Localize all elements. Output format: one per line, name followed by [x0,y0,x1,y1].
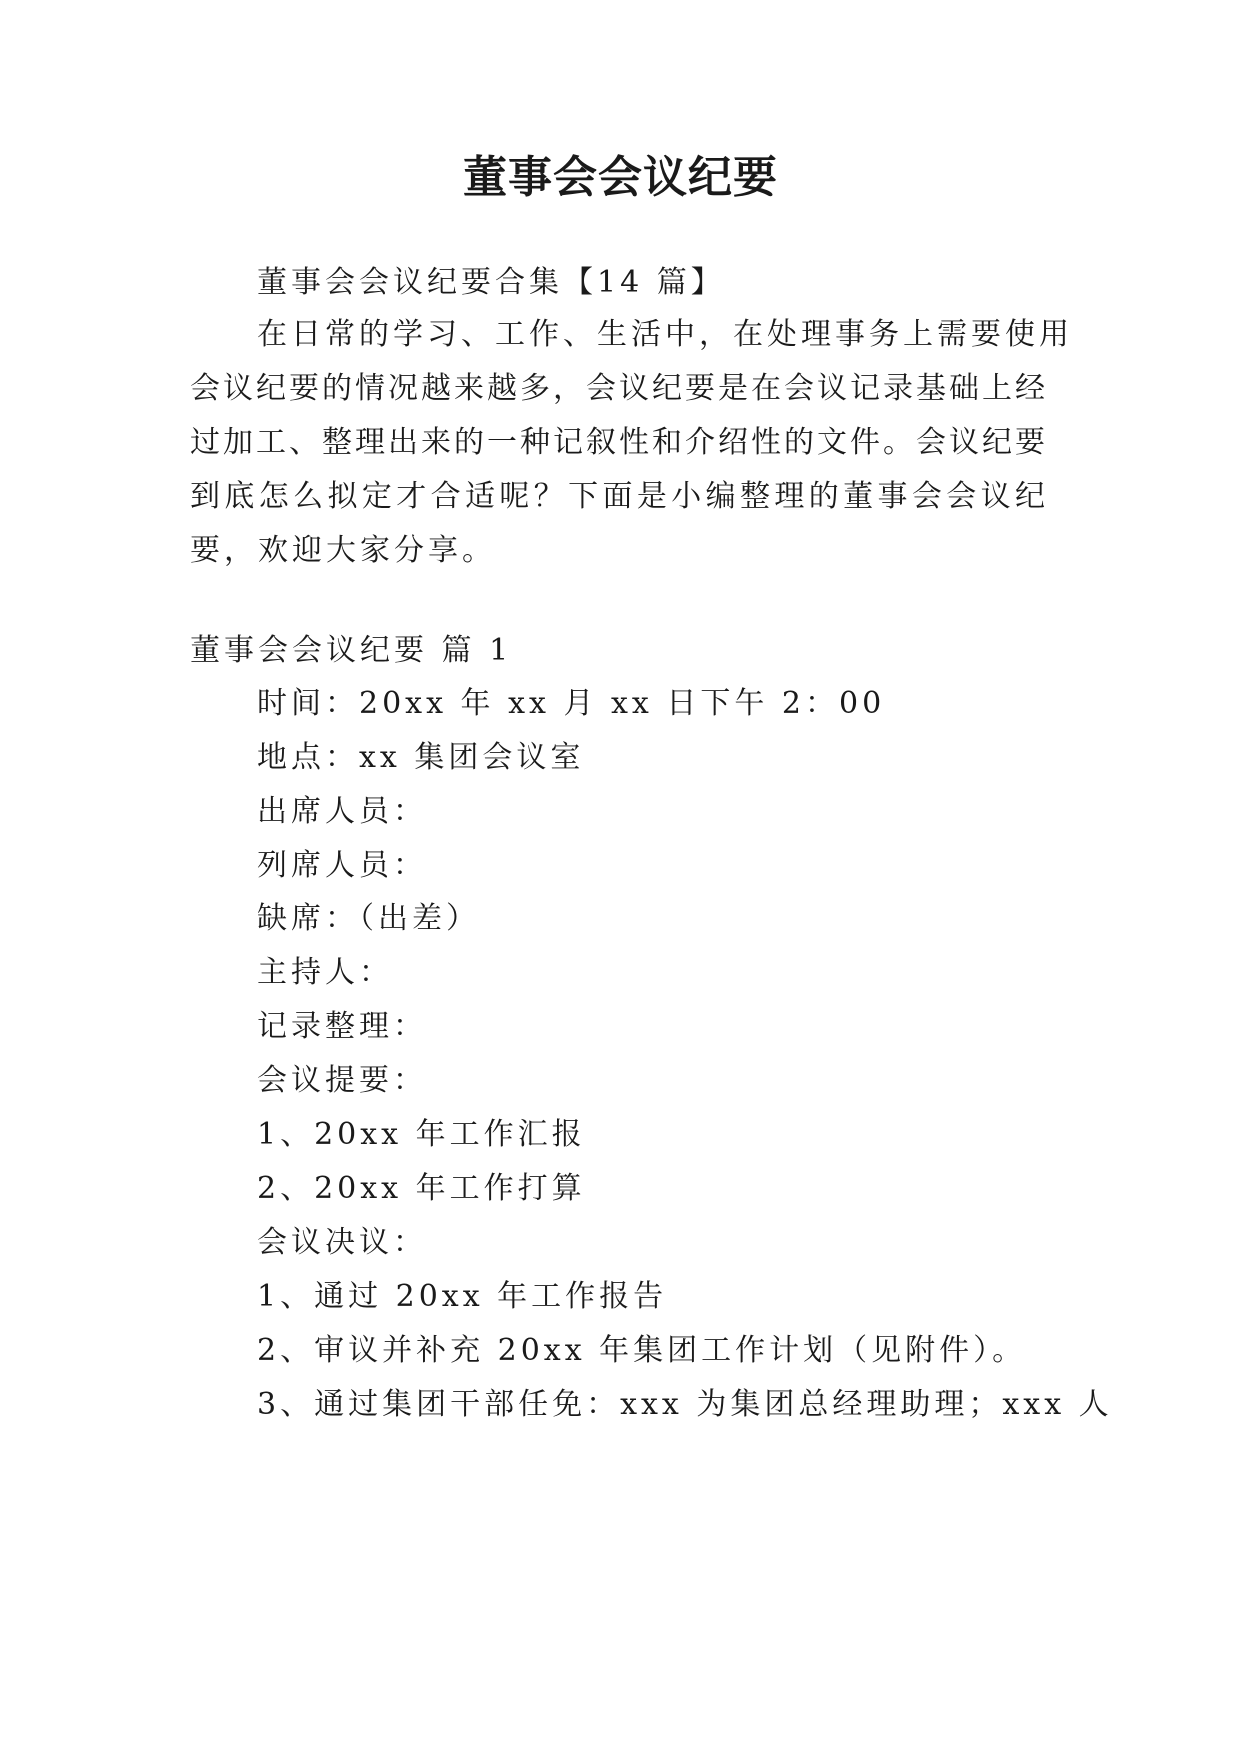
intro-line-4: 到底怎么拟定才合适呢？下面是小编整理的董事会会议纪 [190,479,1048,514]
resolution-item-3: 3、通过集团干部任免：xxx 为集团总经理助理；xxx 人 [257,1387,1113,1422]
field-attendees: 出席人员： [257,794,427,829]
document-subtitle: 董事会会议纪要合集【14 篇】 [257,265,725,300]
resolution-item-1: 1、通过 20xx 年工作报告 [257,1279,668,1314]
intro-line-2: 会议纪要的情况越来越多，会议纪要是在会议记录基础上经 [190,371,1048,406]
field-observers: 列席人员： [257,848,427,883]
intro-line-1: 在日常的学习、工作、生活中，在处理事务上需要使用 [257,317,1073,352]
field-agenda-heading: 会议提要： [257,1063,427,1098]
field-host: 主持人： [257,955,393,990]
intro-line-5: 要，欢迎大家分享。 [190,533,496,568]
agenda-item-2: 2、20xx 年工作打算 [257,1171,586,1206]
section-heading: 董事会会议纪要 篇 1 [190,633,513,668]
resolutions-heading: 会议决议： [257,1225,427,1260]
resolution-item-2: 2、审议并补充 20xx 年集团工作计划（见附件）。 [257,1333,1027,1368]
field-time: 时间：20xx 年 xx 月 xx 日下午 2：00 [257,686,886,721]
document-title: 董事会会议纪要 [463,152,778,203]
field-absent: 缺席：（出差） [257,901,480,936]
intro-line-3: 过加工、整理出来的一种记叙性和介绍性的文件。会议纪要 [190,425,1048,460]
field-recorder: 记录整理： [257,1009,427,1044]
field-location: 地点：xx 集团会议室 [257,740,585,775]
agenda-item-1: 1、20xx 年工作汇报 [257,1117,586,1152]
